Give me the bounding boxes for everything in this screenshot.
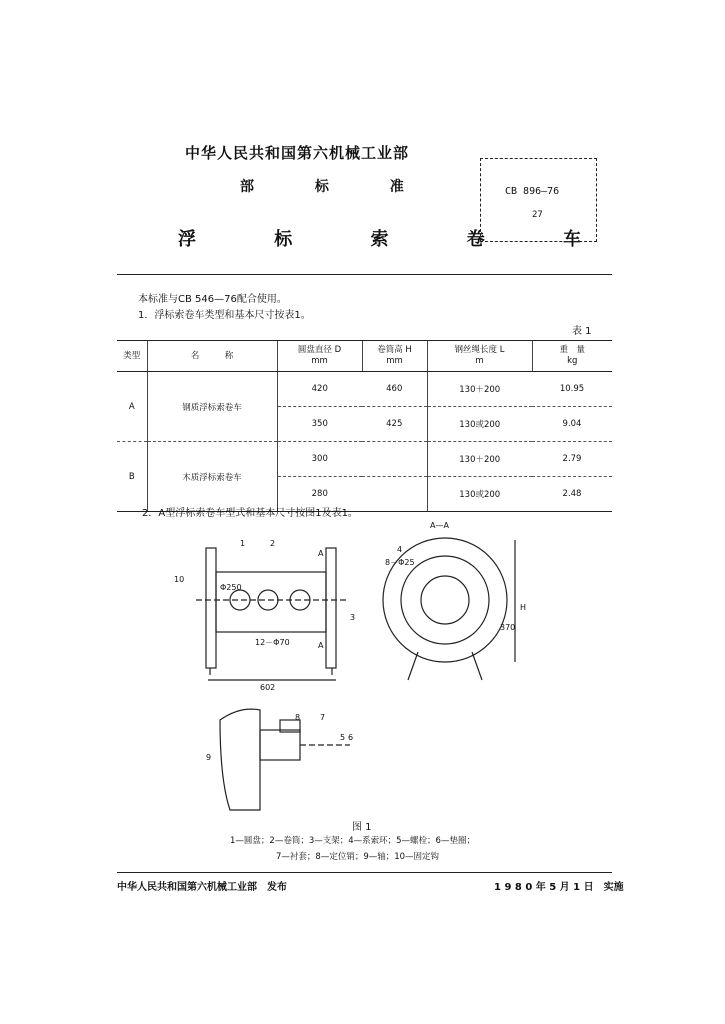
cell-l: 130或200: [427, 477, 532, 512]
callout: 3: [350, 613, 356, 622]
callout: 1: [240, 539, 246, 548]
cell-d: 280: [277, 477, 362, 512]
callout: 7: [320, 713, 326, 722]
front-view: [196, 548, 346, 680]
standard-type: 部 标 准: [240, 179, 432, 195]
page-title: 浮 标 索 卷 车: [178, 229, 618, 250]
cell-d: 420: [277, 372, 362, 407]
cell-l: 130或200: [427, 407, 532, 442]
figure-legend: 7—衬套；8—定位销；9—轴；10—固定钩: [276, 852, 440, 862]
figure-legend: 1—圆盘；2—卷筒；3—支架；4—系索环；5—螺栓；6—垫圈；: [230, 836, 475, 846]
table-header: 类型: [117, 341, 147, 372]
callout: 6: [348, 733, 354, 742]
callout: 4: [397, 545, 403, 554]
cell-w: 2.48: [532, 477, 612, 512]
callout: 8: [295, 713, 301, 722]
section-hub: [421, 576, 469, 624]
effective-date: 1 9 8 0 年 5 月 1 日 实施: [494, 882, 624, 893]
dim-d250: Φ250: [220, 583, 242, 592]
detail-view: [220, 709, 350, 810]
callout: 5: [340, 733, 346, 742]
section-arrow: A: [318, 641, 324, 650]
cell-w: 10.95: [532, 372, 612, 407]
table-row: [117, 372, 612, 407]
callout: 9: [206, 753, 212, 762]
table-row: [117, 442, 612, 477]
section-leg: [408, 652, 418, 680]
table-header: 圆盘直径 D mm: [277, 341, 362, 372]
section-leg: [472, 652, 482, 680]
spec-table: [117, 340, 612, 512]
cell-h: [362, 477, 427, 512]
item-1-text: 1．浮标索卷车类型和基本尺寸按表1。: [138, 310, 311, 321]
cell-d: 350: [277, 407, 362, 442]
table-caption: 表 1: [572, 326, 592, 337]
cell-l: 130＋200: [427, 372, 532, 407]
figure-caption: 图 1: [352, 822, 372, 833]
callout: 10: [174, 575, 185, 584]
standard-code-box: [480, 158, 597, 242]
figure-1: [160, 520, 560, 820]
dim-height: 370: [500, 623, 516, 632]
section-disc-inner: [401, 556, 489, 644]
type-cell: A: [117, 372, 147, 442]
table-header-row: [117, 341, 612, 372]
cell-l: 130＋200: [427, 442, 532, 477]
item-2-text: 2．A型浮标索卷车型式和基本尺寸按图1及表1。: [142, 508, 358, 519]
dim-h-symbol: H: [520, 603, 527, 612]
detail-disc: [220, 709, 260, 810]
cell-h: 460: [362, 372, 427, 407]
cell-h: 425: [362, 407, 427, 442]
table-header: 重 量 kg: [532, 341, 612, 372]
publisher: 中华人民共和国第六机械工业部 发布: [117, 882, 287, 893]
left-disc: [206, 548, 216, 668]
table-header: 钢丝绳长度 L m: [427, 341, 532, 372]
table-header: 名 称: [147, 341, 277, 372]
ministry-name: 中华人民共和国第六机械工业部: [185, 144, 410, 162]
standard-code: CB 896—76: [505, 186, 560, 197]
section-arrow: A: [318, 549, 324, 558]
dim-side-holes: 8－Φ25: [385, 558, 415, 567]
table-header: 卷筒高 H mm: [362, 341, 427, 372]
intro-text: 本标准与CB 546—76配合使用。: [138, 294, 287, 305]
detail-bushing: [260, 730, 300, 760]
dim-width: 602: [260, 683, 276, 692]
right-disc: [326, 548, 336, 668]
section-label: A—A: [430, 521, 449, 530]
cell-w: 2.79: [532, 442, 612, 477]
type-cell: B: [117, 442, 147, 512]
cell-d: 300: [277, 442, 362, 477]
dim-holes: 12－Φ70: [255, 638, 290, 647]
header-rule: [117, 274, 612, 275]
name-cell: 钢质浮标索卷车: [147, 372, 277, 442]
page-number: 27: [532, 210, 543, 220]
cell-w: 9.04: [532, 407, 612, 442]
cell-h: [362, 442, 427, 477]
footer-rule: [117, 872, 612, 873]
name-cell: 木质浮标索卷车: [147, 442, 277, 512]
callout: 2: [270, 539, 276, 548]
